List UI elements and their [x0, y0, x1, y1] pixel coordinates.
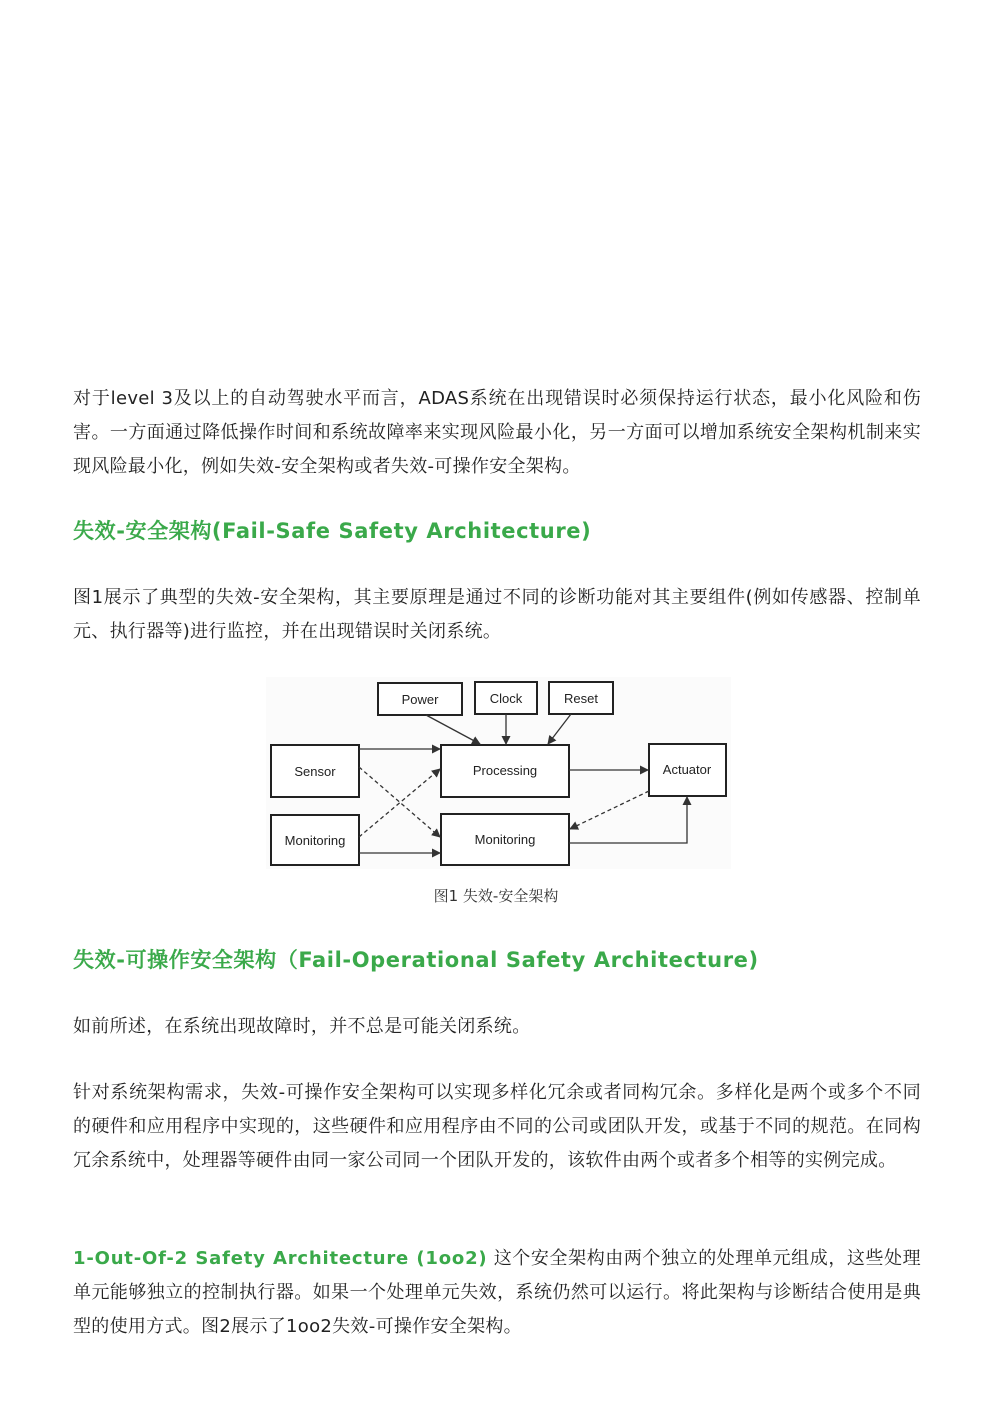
section-heading-fail-safe: 失效-安全架构(Fail-Safe Safety Architecture): [73, 519, 592, 543]
power-label: Power: [401, 692, 439, 707]
actuator-label: Actuator: [662, 762, 712, 777]
clock-label: Clock: [489, 691, 523, 706]
fail-safe-paragraph: 图1展示了典型的失效-安全架构，其主要原理是通过不同的诊断功能对其主要组件(例如传感器、控制单元、执行器等)进行监控，并在出现错误时关闭系统。: [73, 587, 921, 642]
clock-box: [475, 682, 537, 714]
reset-box: [549, 682, 613, 714]
reset-label: Reset: [564, 691, 598, 706]
fail-operational-paragraph-1: 如前所述，在系统出现故障时，并不总是可能关闭系统。: [73, 1016, 531, 1037]
power-box: [378, 683, 462, 715]
figure-1-caption: 图1 失效-安全架构: [433, 887, 559, 905]
section-heading-fail-operational: 失效-可操作安全架构（Fail-Operational Safety Architecture): [73, 948, 759, 972]
architecture-term-1oo2: 1-Out-Of-2 Safety Architecture (1oo2): [73, 1248, 488, 1269]
paragraph-3-text: 这个安全架构由两个独立的处理单元组成，这些处理单元能够独立的控制执行器。如果一个处理单元失效，系统仍然可以运行。将此架构与诊断结合使用是典型的使用方式。图2展示了1oo2失效-可操作安全架构。: [73, 1248, 921, 1337]
actuator-box: [649, 744, 726, 796]
monitoring-center-label: Monitoring: [474, 832, 536, 847]
figure-fail-safe-architecture: [266, 677, 731, 869]
intro-paragraph: 对于level 3及以上的自动驾驶水平而言，ADAS系统在出现错误时必须保持运行状态，最小化风险和伤害。一方面通过降低操作时间和系统故障率来实现风险最小化，另一方面可以增加系统安全架构机制来实现风险最小化，例如失效-安全架构或者失效-可操作安全架构。: [73, 388, 921, 477]
monitoring-center-box: [441, 814, 569, 865]
processing-label: Processing: [472, 763, 538, 778]
processing-box: [441, 745, 569, 797]
monitoring-left-box: [271, 815, 359, 865]
fail-operational-paragraph-3: [73, 1242, 921, 1344]
fail-operational-paragraph-2: 针对系统架构需求，失效-可操作安全架构可以实现多样化冗余或者同构冗余。多样化是两个或多个不同的硬件和应用程序中实现的，这些硬件和应用程序由不同的公司或团队开发，或基于不同的规范。在同构冗余系统中，处理器等硬件由同一家公司同一个团队开发的，该软件由两个或者多个相等的实例完成。: [73, 1082, 921, 1171]
monitoring-left-label: Monitoring: [284, 833, 346, 848]
architecture-diagram: [266, 677, 731, 869]
sensor-label: Sensor: [294, 764, 336, 779]
sensor-box: [271, 745, 359, 797]
